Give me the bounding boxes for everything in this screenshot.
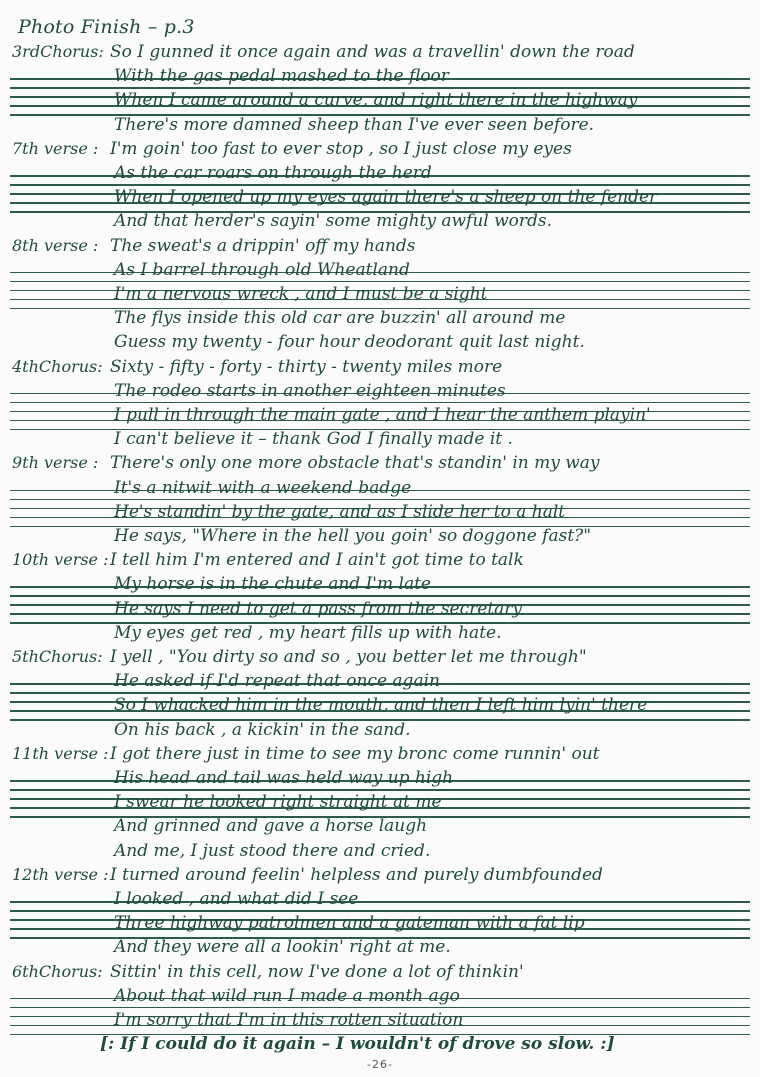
lyric-line — [0, 1034, 760, 1058]
lyric-text: When I opened up my eyes again there's a sheep on the fender — [114, 187, 658, 208]
lyric-text: As I barrel through old Wheatland — [114, 259, 410, 280]
lyric-text: He says I need to get a pass from the secretary — [114, 598, 523, 619]
lyric-line — [0, 429, 760, 453]
lyric-text: I can't believe it – thank God I finally made it . — [114, 429, 513, 450]
lyric-text: The rodeo starts in another eighteen minutes — [114, 380, 506, 401]
lyric-line — [0, 115, 760, 139]
lyric-line — [0, 187, 760, 211]
lyric-text: I got there just in time to see my bronc come runnin' out — [110, 743, 600, 764]
lyric-line — [0, 841, 760, 865]
lyric-text: He says, "Where in the hell you goin' so doggone fast?" — [114, 526, 592, 546]
lyric-text: I turned around feelin' helpless and purely dumbfounded — [110, 864, 603, 885]
lyric-line — [0, 792, 760, 816]
lyric-line — [0, 647, 760, 671]
lyric-text: Sittin' in this cell, now I've done a lot of thinkin' — [110, 961, 524, 982]
lyric-text: My eyes get red , my heart fills up with hate. — [114, 622, 502, 643]
lyric-line — [0, 405, 760, 429]
lyric-text: And grinned and gave a horse laugh — [114, 816, 428, 837]
lyric-text: As the car roars on through the herd — [114, 163, 432, 183]
section-label: 12th verse : — [12, 864, 109, 884]
lyric-line — [0, 478, 760, 502]
lyric-text: Guess my twenty - four hour deodorant quit last night. — [114, 332, 585, 353]
lyric-text: He's standin' by the gate, and as I slide her to a halt — [114, 501, 566, 522]
page-title: Photo Finish – p.3 — [18, 16, 195, 38]
lyric-text: There's more damned sheep than I've ever seen before. — [114, 114, 595, 135]
lyric-text: And that herder's sayin' some mighty awful words. — [114, 211, 553, 232]
lyric-line — [0, 163, 760, 187]
lyric-line — [0, 744, 760, 768]
lyric-text: His head and tail was held way up high — [114, 768, 454, 788]
lyric-text: It's a nitwit with a weekend badge — [114, 477, 412, 498]
lyric-text: I yell , "You dirty so and so , you better let me through" — [110, 647, 587, 667]
lyric-line — [0, 550, 760, 574]
lyric-line — [0, 357, 760, 381]
lyric-line — [0, 90, 760, 114]
lyric-text: And they were all a lookin' right at me. — [114, 937, 451, 958]
lyric-line — [0, 332, 760, 356]
lyric-text: And me, I just stood there and cried. — [114, 840, 431, 861]
lyric-line — [0, 526, 760, 550]
lyric-text: I'm a nervous wreck , and I must be a sight — [114, 284, 488, 304]
lyric-text: The sweat's a drippin' off my hands — [110, 235, 416, 256]
lyric-line — [0, 381, 760, 405]
section-label: 4thChorus: — [12, 356, 103, 376]
section-label: 3rdChorus: — [12, 42, 104, 61]
lyric-line — [0, 962, 760, 986]
section-label: 5thChorus: — [12, 647, 103, 666]
lyric-line — [0, 236, 760, 260]
lyric-text: About that wild run I made a month ago — [114, 985, 460, 1006]
lyric-line — [0, 574, 760, 598]
lyric-line — [0, 816, 760, 840]
lyric-line — [0, 913, 760, 937]
lyric-text: He asked if I'd repeat that once again — [114, 671, 440, 692]
lyric-text: I looked , and what did I see — [114, 889, 359, 909]
lyric-text: I'm sorry that I'm in this rotten situation — [114, 1010, 464, 1030]
lyric-line — [0, 42, 760, 66]
lyric-line — [0, 260, 760, 284]
section-label: 8th verse : — [12, 235, 99, 255]
lyric-text: [: If I could do it again – I wouldn't of drove so slow. :] — [100, 1034, 615, 1055]
lyric-line — [0, 139, 760, 163]
lyric-line — [0, 720, 760, 744]
lyric-text: So I gunned it once again and was a travellin' down the road — [110, 42, 635, 62]
lyric-line — [0, 453, 760, 477]
lyric-line — [0, 889, 760, 913]
lyric-line — [0, 599, 760, 623]
lyric-line — [0, 623, 760, 647]
lyric-text: I'm goin' too fast to ever stop , so I just close my eyes — [110, 138, 572, 159]
lyric-text: When I came around a curve, and right there in the highway — [114, 90, 638, 111]
page-number: -26- — [367, 1058, 393, 1071]
section-label: 7th verse : — [12, 138, 99, 158]
lyric-text: The flys inside this old car are buzzin' all around me — [114, 308, 566, 329]
section-label: 6thChorus: — [12, 961, 103, 981]
lyric-text: My horse is in the chute and I'm late — [114, 574, 431, 595]
lyric-line — [0, 937, 760, 961]
lyric-line — [0, 671, 760, 695]
lyric-line — [0, 1010, 760, 1034]
lyric-line — [0, 502, 760, 526]
section-label: 10th verse : — [12, 550, 109, 570]
lyric-line — [0, 865, 760, 889]
lyric-line — [0, 308, 760, 332]
lyric-line — [0, 986, 760, 1010]
lyric-line — [0, 211, 760, 235]
lyric-text: On his back , a kickin' in the sand. — [114, 719, 411, 740]
lyric-text: There's only one more obstacle that's standin' in my way — [110, 453, 600, 474]
lyric-line — [0, 695, 760, 719]
section-label: 11th verse : — [12, 743, 109, 763]
lyric-text: Sixty - fifty - forty - thirty - twenty miles more — [110, 356, 503, 377]
lyric-line — [0, 768, 760, 792]
lyric-line — [0, 284, 760, 308]
lyric-text: Three highway patrolmen and a gateman with a fat lip — [114, 913, 585, 934]
lyric-text: With the gas pedal mashed to the floor — [114, 66, 449, 87]
section-label: 9th verse : — [12, 453, 99, 473]
lyric-line — [0, 66, 760, 90]
lyric-text: So I whacked him in the mouth, and then I left him lyin' there — [114, 695, 648, 716]
lyric-text: I tell him I'm entered and I ain't got time to talk — [110, 550, 524, 571]
lyric-text: I pull in through the main gate , and I hear the anthem playin' — [114, 405, 651, 425]
lyric-text: I swear he looked right straight at me — [114, 792, 442, 813]
